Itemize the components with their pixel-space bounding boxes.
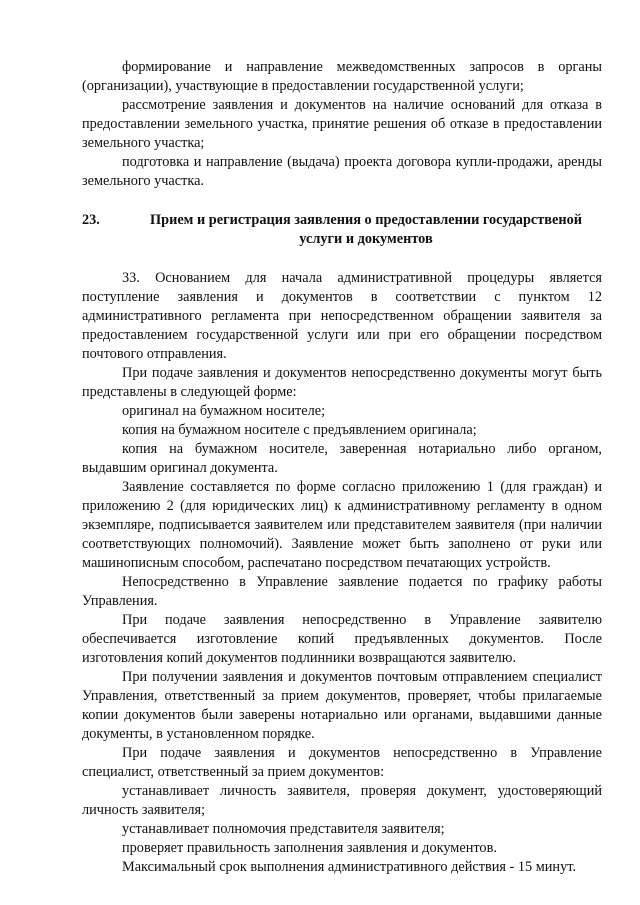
paragraph: устанавливает личность заявителя, проверяя документ, удостоверяющий личность заявителя; — [82, 783, 602, 818]
paragraph: При подаче заявления и документов непосредственно документы могут быть представлены в следующей форме: — [82, 365, 602, 400]
paragraph: оригинал на бумажном носителе; — [122, 403, 326, 419]
paragraph: копия на бумажном носителе, заверенная нотариально либо органом, выдавшим оригинал документа. — [82, 441, 602, 476]
paragraph: При получении заявления и документов почтовым отправлением специалист Управления, ответственный за прием документов, проверяет, чтобы прилагаемые копии документов были заверены нотариально или органами, выдавшими данные документы, в установленном порядке. — [82, 669, 602, 742]
intro-item: рассмотрение заявления и документов на наличие оснований для отказа в предоставлении земельного участка, принятие решения об отказе в предоставлении земельного участка; — [82, 97, 602, 151]
intro-item: подготовка и направление (выдача) проекта договора купли-продажи, аренды земельного участка. — [82, 154, 602, 189]
intro-item: формирование и направление межведомственных запросов в органы (организации), участвующие в предоставлении государственной услуги; — [82, 59, 602, 94]
paragraph: 33. Основанием для начала административной процедуры является поступление заявления и документов в соответствии с пунктом 12 административного регламента при непосредственном обращении заявителя за предоставлением государственной услуги или при его обращении посредством почтового отправления. — [82, 270, 602, 362]
section-heading — [82, 211, 602, 249]
paragraph: Максимальный срок выполнения административного действия - 15 минут. — [122, 859, 576, 875]
paragraph: устанавливает полномочия представителя заявителя; — [122, 821, 445, 837]
paragraph: проверяет правильность заполнения заявления и документов. — [122, 840, 497, 856]
paragraph: копия на бумажном носителе с предъявлением оригинала; — [122, 422, 477, 438]
paragraph: Непосредственно в Управление заявление подается по графику работы Управления. — [82, 574, 602, 609]
paragraph: При подаче заявления и документов непосредственно в Управление специалист, ответственный за прием документов: — [82, 745, 602, 780]
section-title: Прием и регистрация заявления о предоставлении государственой услуги и документов — [150, 212, 582, 247]
document-page — [82, 58, 602, 877]
section-number: 23. — [82, 212, 100, 228]
paragraph: Заявление составляется по форме согласно приложению 1 (для граждан) и приложению 2 (для юридических лиц) к административному регламенту в одном экземпляре, подписывается заявителем или представителем заявителя (при наличии соответствующих полномочий). Заявление может быть заполнено от руки или машинописным способом, распечатано посредством печатающих устройств. — [82, 479, 602, 571]
paragraph: При подаче заявления непосредственно в Управление заявителю обеспечивается изготовление копий предъявленных документов. После изготовления копий документов подлинники возвращаются заявителю. — [82, 612, 602, 666]
